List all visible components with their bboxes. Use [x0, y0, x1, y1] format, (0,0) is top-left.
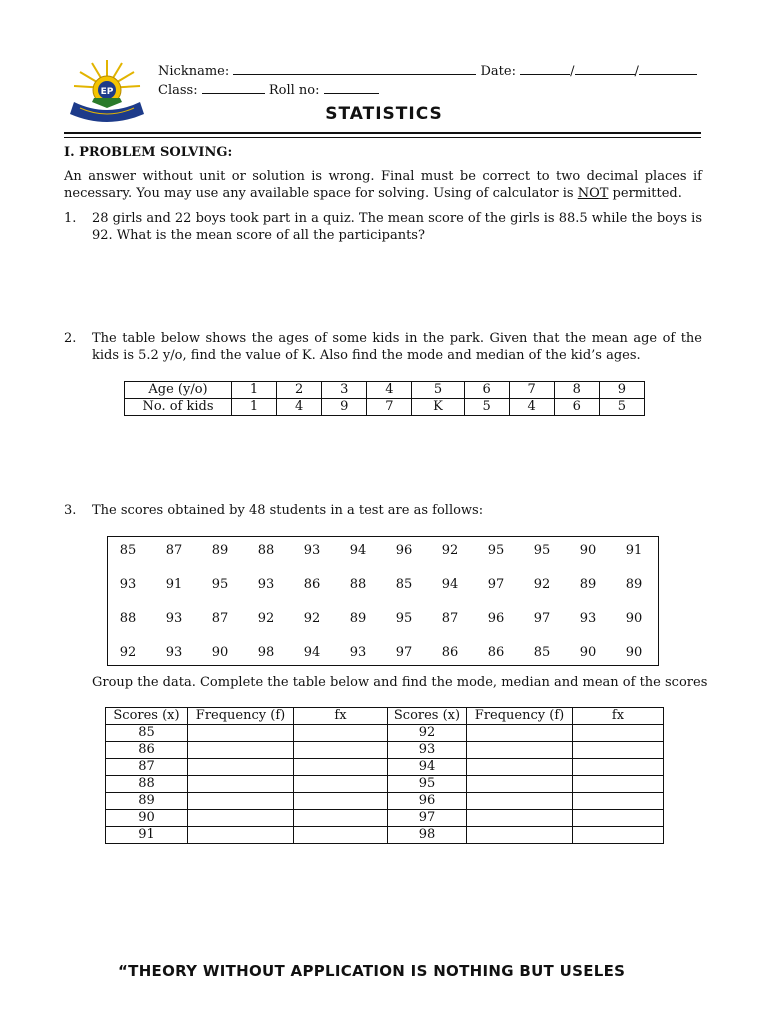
frequency-input-cell[interactable]: [467, 725, 573, 742]
count-row: [125, 399, 645, 416]
col-scores-header: Scores (x): [106, 708, 188, 725]
date-day-field[interactable]: [520, 62, 570, 75]
section-heading: I. PROBLEM SOLVING:: [64, 145, 233, 160]
score-value: 87: [211, 611, 229, 626]
score-value: 96: [487, 611, 505, 626]
fx-input-cell[interactable]: [294, 810, 388, 827]
class-field[interactable]: [202, 81, 265, 94]
count-cell: 6: [554, 399, 599, 416]
score-cell: 96: [388, 793, 467, 810]
score-value: 94: [441, 577, 459, 592]
score-value: 86: [303, 577, 321, 592]
score-value: 92: [441, 543, 459, 558]
age-cell: 9: [599, 382, 644, 399]
frequency-row: [106, 742, 664, 759]
question-3-text: The scores obtained by 48 students in a test are as follows:: [92, 503, 484, 518]
frequency-input-cell[interactable]: [188, 776, 294, 793]
score-value: 94: [349, 543, 367, 558]
score-value: 85: [119, 543, 137, 558]
question-3-task: Group the data. Complete the table below and find the mode, median and mean of the scores: [92, 675, 708, 690]
frequency-input-cell[interactable]: [467, 810, 573, 827]
score-value: 88: [119, 611, 137, 626]
score-value: 95: [211, 577, 229, 592]
date-year-field[interactable]: [639, 62, 697, 75]
score-value: 86: [441, 645, 459, 660]
frequency-input-cell[interactable]: [188, 759, 294, 776]
score-cell: 97: [388, 810, 467, 827]
fx-input-cell[interactable]: [294, 742, 388, 759]
score-value: 89: [625, 577, 643, 592]
score-value: 98: [257, 645, 275, 660]
count-cell: 5: [599, 399, 644, 416]
score-cell: 94: [388, 759, 467, 776]
fx-input-cell[interactable]: [573, 810, 664, 827]
score-value: 90: [625, 645, 643, 660]
fx-input-cell[interactable]: [294, 776, 388, 793]
age-table: [124, 381, 645, 416]
age-row-label: Age (y/o): [125, 382, 232, 399]
fx-input-cell[interactable]: [294, 759, 388, 776]
scores-box: [107, 536, 659, 666]
score-cell: 89: [106, 793, 188, 810]
fx-input-cell[interactable]: [573, 827, 664, 844]
score-value: 97: [487, 577, 505, 592]
fx-input-cell[interactable]: [294, 725, 388, 742]
count-row-label: No. of kids: [125, 399, 232, 416]
score-value: 88: [257, 543, 275, 558]
frequency-table: [105, 707, 664, 844]
question-1-text: 28 girls and 22 boys took part in a quiz. The mean score of the girls is 88.5 while the boys is 92. What is the mean score of all the participants?: [92, 211, 702, 243]
divider: [64, 137, 701, 138]
count-cell: K: [412, 399, 464, 416]
question-number: 3.: [64, 503, 77, 518]
score-cell: 93: [388, 742, 467, 759]
count-cell: 1: [232, 399, 277, 416]
count-cell: 5: [464, 399, 509, 416]
age-cell: 5: [412, 382, 464, 399]
logo-text: EP: [100, 87, 114, 97]
score-cell: 88: [106, 776, 188, 793]
score-value: 90: [579, 543, 597, 558]
divider: [64, 132, 701, 134]
date-month-field[interactable]: [575, 62, 635, 75]
count-cell: 9: [322, 399, 367, 416]
score-value: 91: [165, 577, 183, 592]
age-cell: 3: [322, 382, 367, 399]
score-value: 93: [579, 611, 597, 626]
fx-input-cell[interactable]: [294, 827, 388, 844]
score-value: 93: [165, 645, 183, 660]
score-value: 93: [165, 611, 183, 626]
age-row: [125, 382, 645, 399]
score-value: 97: [395, 645, 413, 660]
frequency-input-cell[interactable]: [188, 810, 294, 827]
score-value: 85: [395, 577, 413, 592]
frequency-row: [106, 810, 664, 827]
fx-input-cell[interactable]: [573, 742, 664, 759]
score-value: 92: [533, 577, 551, 592]
score-cell: 98: [388, 827, 467, 844]
header-row-1: [158, 62, 697, 79]
date-separator: /: [570, 64, 575, 79]
date-separator: /: [634, 64, 639, 79]
fx-input-cell[interactable]: [573, 776, 664, 793]
score-cell: 86: [106, 742, 188, 759]
age-cell: 6: [464, 382, 509, 399]
frequency-row: [106, 776, 664, 793]
frequency-header-row: [106, 708, 664, 725]
score-value: 93: [349, 645, 367, 660]
roll-label: Roll no:: [268, 83, 320, 98]
col-fx-header: fx: [573, 708, 664, 725]
age-cell: 8: [554, 382, 599, 399]
score-value: 91: [625, 543, 643, 558]
score-value: 92: [303, 611, 321, 626]
fx-input-cell[interactable]: [294, 793, 388, 810]
score-value: 85: [533, 645, 551, 660]
question-number: 2.: [64, 331, 77, 346]
score-cell: 95: [388, 776, 467, 793]
frequency-row: [106, 827, 664, 844]
score-value: 89: [211, 543, 229, 558]
count-cell: 4: [509, 399, 554, 416]
score-cell: 87: [106, 759, 188, 776]
score-value: 95: [395, 611, 413, 626]
age-cell: 4: [367, 382, 412, 399]
score-value: 97: [533, 611, 551, 626]
score-cell: 92: [388, 725, 467, 742]
score-value: 92: [257, 611, 275, 626]
count-cell: 7: [367, 399, 412, 416]
frequency-input-cell[interactable]: [467, 759, 573, 776]
question-number: 1.: [64, 211, 77, 226]
score-value: 94: [303, 645, 321, 660]
nickname-field[interactable]: [233, 62, 476, 75]
fx-input-cell[interactable]: [573, 793, 664, 810]
question-2-text: The table below shows the ages of some kids in the park. Given that the mean age of the kids is 5.2 y/o, find the value of K. Also find the mode and median of the kid’s ages.: [92, 331, 702, 363]
score-value: 95: [487, 543, 505, 558]
col-frequency-header: Frequency (f): [467, 708, 573, 725]
instructions: [64, 168, 702, 202]
instructions-emphasis: NOT: [577, 186, 609, 201]
score-cell: 91: [106, 827, 188, 844]
score-cell: 85: [106, 725, 188, 742]
frequency-input-cell[interactable]: [188, 827, 294, 844]
frequency-input-cell[interactable]: [467, 827, 573, 844]
frequency-input-cell[interactable]: [467, 793, 573, 810]
fx-input-cell[interactable]: [573, 759, 664, 776]
roll-field[interactable]: [324, 81, 379, 94]
frequency-input-cell[interactable]: [467, 776, 573, 793]
score-value: 90: [625, 611, 643, 626]
frequency-input-cell[interactable]: [188, 793, 294, 810]
frequency-input-cell[interactable]: [188, 725, 294, 742]
score-value: 90: [579, 645, 597, 660]
score-value: 93: [303, 543, 321, 558]
frequency-row: [106, 759, 664, 776]
date-label: Date:: [480, 64, 516, 79]
page-title: STATISTICS: [325, 104, 443, 124]
score-value: 95: [533, 543, 551, 558]
class-label: Class:: [158, 83, 198, 98]
score-value: 93: [119, 577, 137, 592]
score-value: 89: [349, 611, 367, 626]
age-cell: 2: [277, 382, 322, 399]
score-value: 89: [579, 577, 597, 592]
col-fx-header: fx: [294, 708, 388, 725]
frequency-row: [106, 793, 664, 810]
frequency-input-cell[interactable]: [188, 742, 294, 759]
score-value: 87: [165, 543, 183, 558]
score-cell: 90: [106, 810, 188, 827]
score-value: 96: [395, 543, 413, 558]
count-cell: 4: [277, 399, 322, 416]
fx-input-cell[interactable]: [573, 725, 664, 742]
footer-quote: “THEORY WITHOUT APPLICATION IS NOTHING BUT USELES: [118, 962, 626, 980]
header-row-2: [158, 81, 379, 98]
instructions-text: An answer without unit or solution is wrong. Final must be correct to two decimal places if necessary. You may use any available space for solving. Using of calculator is: [64, 169, 702, 201]
score-value: 92: [119, 645, 137, 660]
instructions-text-end: permitted.: [608, 186, 682, 201]
col-frequency-header: Frequency (f): [188, 708, 294, 725]
score-value: 87: [441, 611, 459, 626]
nickname-label: Nickname:: [158, 64, 230, 79]
score-value: 86: [487, 645, 505, 660]
frequency-input-cell[interactable]: [467, 742, 573, 759]
frequency-row: [106, 725, 664, 742]
age-cell: 7: [509, 382, 554, 399]
col-scores-header: Scores (x): [388, 708, 467, 725]
score-value: 88: [349, 577, 367, 592]
score-value: 93: [257, 577, 275, 592]
score-value: 90: [211, 645, 229, 660]
age-cell: 1: [232, 382, 277, 399]
